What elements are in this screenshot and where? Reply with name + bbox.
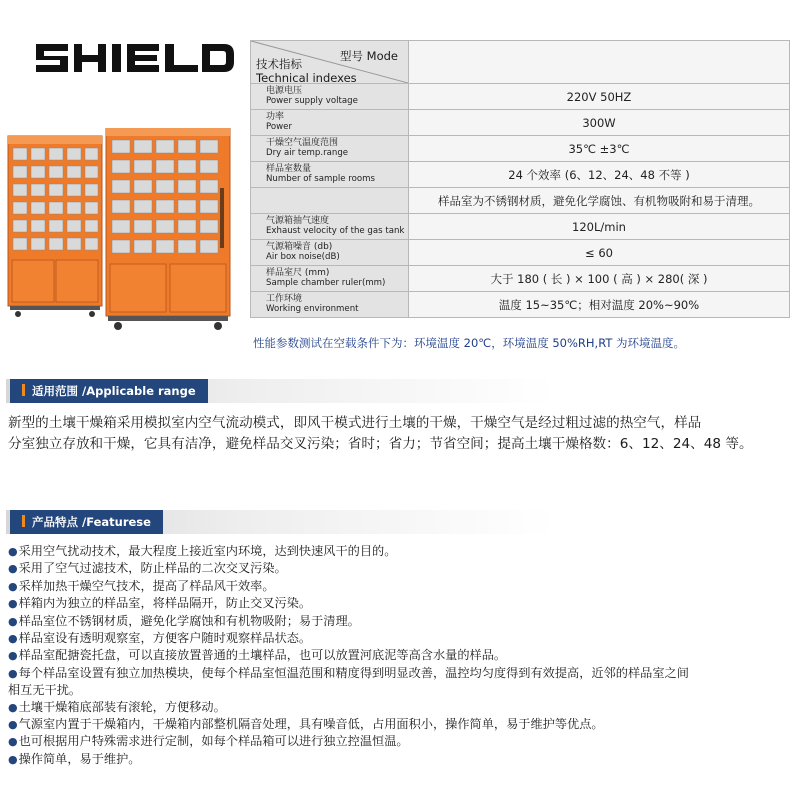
feature-item: ●也可根据用户特殊需求进行定制，如每个样品箱可以进行独立控温恒温。 (8, 734, 409, 749)
spec-row (251, 292, 790, 318)
spec-label-cn: 气源箱噪音 (db) (266, 242, 333, 252)
spec-label-cn: 气源箱抽气速度 (266, 216, 330, 226)
test-condition-note: 性能参数测试在空载条件下为：环境温度 20℃，环境温度 50%RH,RT 为环境温度。 (253, 336, 686, 350)
spec-value: 24 个效率 (6、12、24、48 不等 ) (409, 162, 790, 188)
bullet-icon: ● (8, 666, 18, 680)
spec-value: 大于 180 ( 长 ) × 100 ( 高 ) × 280( 深 ) (409, 266, 790, 292)
features-title: 产品特点 /Featurese (32, 515, 151, 529)
bullet-icon: ● (8, 735, 18, 749)
shield-logo (36, 40, 236, 76)
feature-item: ●样品室配搪瓷托盘，可以直接放置普通的土壤样品，也可以放置河底泥等高含水量的样品。 (8, 648, 507, 663)
bullet-icon: ● (8, 579, 18, 593)
spec-value: 温度 15~35℃；相对温度 20%~90% (409, 292, 790, 318)
spec-row (251, 136, 790, 162)
feature-item: ●采样加热干燥空气技术，提高了样品风干效率。 (8, 578, 275, 593)
spec-header-value (409, 41, 790, 84)
spec-row (251, 188, 790, 214)
spec-label-cn: 工作环境 (266, 294, 303, 304)
spec-row (251, 266, 790, 292)
spec-label-en: Exhaust velocity of the gas tank (266, 226, 405, 236)
spec-label-en: Power (266, 122, 292, 132)
bullet-icon: ● (8, 597, 18, 611)
spec-header-cell (251, 41, 409, 84)
spec-row (251, 110, 790, 136)
spec-value: 220V 50HZ (409, 84, 790, 110)
spec-label-en: Working environment (266, 304, 359, 314)
feature-item: ●操作简单，易于维护。 (8, 751, 141, 766)
bullet-icon: ● (8, 562, 18, 576)
bullet-icon: ● (8, 718, 18, 732)
range-line: 分室独立存放和干燥，它具有洁净，避免样品交叉污染；省时；省力；节省空间；提高土壤干燥格数：6、12、24、48 等。 (8, 436, 753, 452)
spec-label-en: Power supply voltage (266, 96, 358, 106)
spec-label-en: Number of sample rooms (266, 174, 375, 184)
applicable-range-header (6, 379, 790, 403)
bullet-icon: ● (8, 700, 18, 714)
applicable-range-title: 适用范围 /Applicable range (32, 384, 196, 398)
spec-value: 300W (409, 110, 790, 136)
drying-cabinet-image (6, 128, 234, 336)
spec-row (251, 240, 790, 266)
feature-item: ●每个样品室设置有独立加热模块，使每个样品室恒温范围和精度得到明显改善，温控均匀度得到有效提高，近邻的样品室之间 (8, 665, 689, 680)
spec-header-row (251, 41, 790, 84)
feature-item: ●土壤干燥箱底部装有滚轮，方便移动。 (8, 699, 226, 714)
spec-label-en: Dry air temp.range (266, 148, 349, 158)
tech-index-label-cn: 技术指标 (256, 57, 302, 71)
feature-item-continuation: 相互无干扰。 (8, 683, 82, 698)
feature-item: ●样箱内为独立的样品室，将样品隔开，防止交叉污染。 (8, 596, 312, 611)
feature-item: ●样品室位不锈钢材质，避免化学腐蚀和有机物吸附；易于清理。 (8, 613, 360, 628)
feature-item: ●样品室设有透明观察室，方便客户随时观察样品状态。 (8, 631, 312, 646)
bullet-icon: ● (8, 614, 18, 628)
spec-row (251, 162, 790, 188)
spec-label-en: Sample chamber ruler(mm) (266, 278, 386, 288)
model-label: 型号 Mode (340, 49, 398, 63)
spec-label-cn: 样品室数量 (266, 164, 312, 174)
features-list (8, 543, 798, 768)
spec-value: 35℃ ±3℃ (409, 136, 790, 162)
range-line: 新型的土壤干燥箱采用模拟室内空气流动模式，即风干模式进行土壤的干燥，干燥空气是经过粗过滤的热空气，样品 (8, 415, 702, 431)
feature-item: ●气源室内置于干燥箱内，干燥箱内部整机隔音处理，具有噪音低，占用面积小，操作简单，易于维护等优点。 (8, 717, 604, 732)
spec-label-cn: 样品室尺 (mm) (266, 268, 330, 278)
bullet-icon: ● (8, 632, 18, 646)
applicable-range-text (8, 413, 794, 455)
spec-label-cn: 干燥空气温度范围 (266, 138, 339, 148)
spec-label-cn: 功率 (266, 112, 285, 122)
section-marker-icon (22, 515, 25, 527)
bullet-icon: ● (8, 545, 18, 558)
spec-value: 样品室为不锈钢材质，避免化学腐蚀、有机物吸附和易于清理。 (409, 188, 790, 214)
tech-index-label-en: Technical indexes (256, 71, 357, 84)
spec-value: 120L/min (409, 214, 790, 240)
features-header (6, 510, 790, 534)
spec-row (251, 84, 790, 110)
spec-value: ≤ 60 (409, 240, 790, 266)
feature-item: ●采用空气扰动技术，最大程度上接近室内环境，达到快速风干的目的。 (8, 544, 397, 558)
bullet-icon: ● (8, 752, 18, 766)
section-marker-icon (22, 384, 25, 396)
spec-table (250, 40, 790, 318)
spec-label-cn: 电源电压 (266, 86, 303, 96)
bullet-icon: ● (8, 649, 18, 663)
feature-item: ●采用了空气过滤技术，防止样品的二次交叉污染。 (8, 561, 287, 576)
spec-label-en: Air box noise(dB) (266, 252, 340, 262)
spec-row (251, 214, 790, 240)
